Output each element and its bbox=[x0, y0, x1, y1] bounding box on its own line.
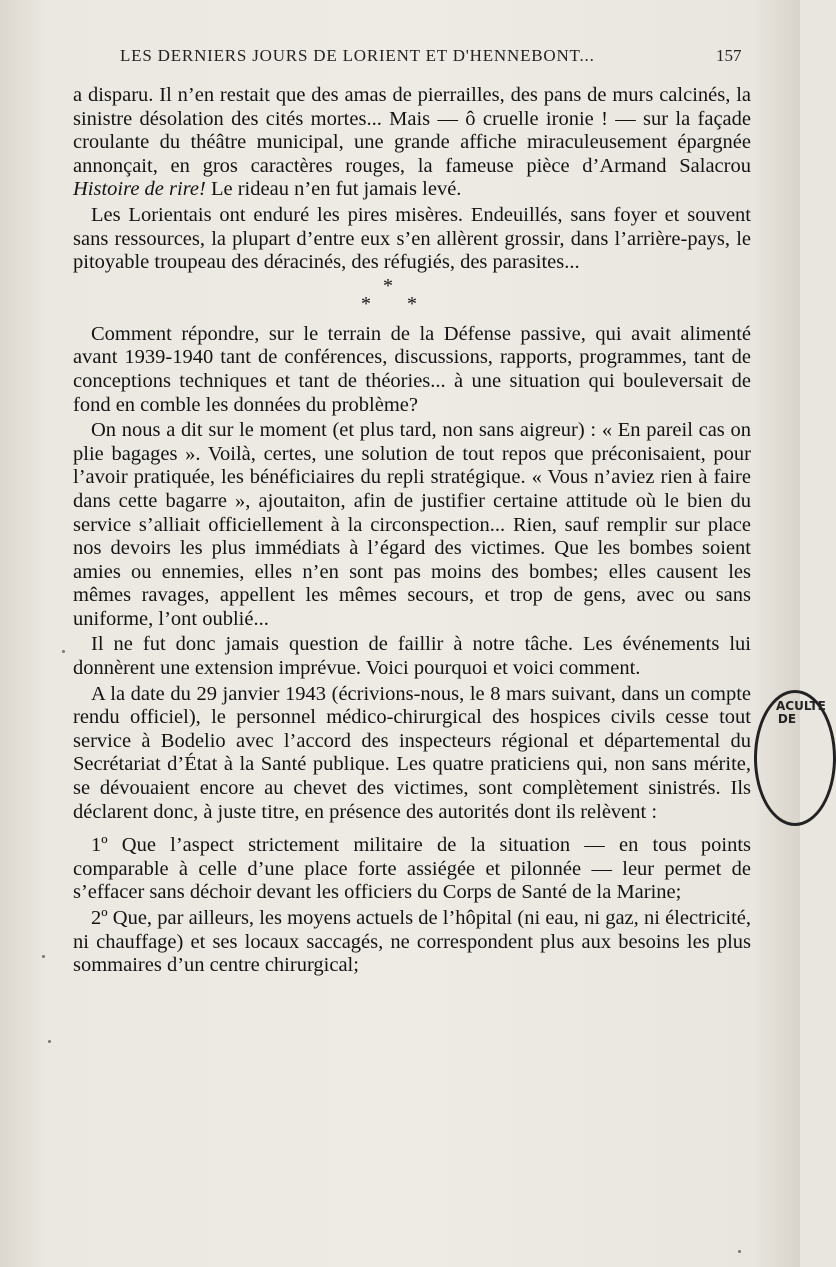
paragraph-5: Il ne fut donc jamais question de faillir à notre tâche. Les événements lui donnèrent une extension imprévue. Voici pourquoi et voici comment. bbox=[73, 633, 751, 680]
paragraph-4: On nous a dit sur le moment (et plus tard, non sans aigreur) : « En pareil cas on plie bagages ». Voilà, certes, une solution de tout repos que préconisaient, pour l’avoir pratiquée, les bénéficiaires du repli stratégique. « Vous n’aviez rien à faire dans cette bagarre », ajoutaiton, afin de justifier certaine attitude où le bien du service s’alliait officiellement à la circonspection... Rien, sauf remplir sur place nos devoirs les plus immédiats à l’égard des victimes. Que les bombes soient amies ou ennemies, elles n’en sont pas moins des bombes; elles causent les mêmes ravages, appellent les mêmes secours, et trop de gens, avec ou sans uniforme, l’ont oublié... bbox=[73, 419, 751, 630]
paragraph-8: 2º Que, par ailleurs, les moyens actuels de l’hôpital (ni eau, ni gaz, ni électricité, ni chauffage) et ses locaux saccagés, ne correspondent plus aux besoins les plus sommaires d’un centre chirurgical; bbox=[73, 907, 751, 977]
paragraph-1 bbox=[73, 84, 751, 202]
paragraph-1-text: a disparu. Il n’en restait que des amas de pierrailles, des pans de murs calcinés, la sinistre désolation des cités mortes... Mais — ô cruelle ironie ! — sur la façade croulante du théâtre municipal, une grande affiche miraculeusement épargnée annonçait, en gros caractères rouges, la fameuse pièce d’Armand Salacrou bbox=[73, 84, 751, 177]
library-stamp-text: ACULTE DE bbox=[776, 699, 826, 726]
paragraph-2: Les Lorientais ont enduré les pires misères. Endeuillés, sans foyer et souvent sans ressources, la plupart d’entre eux s’en allèrent grossir, dans l’arrière-pays, le pitoyable troupeau des déracinés, des réfugiés, des parasites... bbox=[73, 203, 751, 274]
page-number: 157 bbox=[716, 46, 742, 65]
paragraph-6: A la date du 29 janvier 1943 (écrivions-nous, le 8 mars suivant, dans un compte rendu officiel), le personnel médico-chirurgical des hospices civils cesse tout service à Bodelio avec l’accord des inspecteurs régional et départemental du Secrétariat d’État à la Santé publique. Les quatre praticiens qui, non sans mérite, se dévouaient encore au chevet des victimes, sont complètement sinistrés. Ils déclarent donc, à juste titre, en présence des autorités dont ils relèvent : bbox=[73, 682, 751, 823]
asterism-star-right: * bbox=[407, 292, 417, 315]
running-head: LES DERNIERS JOURS DE LORIENT ET D'HENNEBONT... bbox=[120, 46, 595, 65]
paper-speck bbox=[42, 955, 45, 958]
paragraph-3: Comment répondre, sur le terrain de la Défense passive, qui avait alimenté avant 1939-1940 tant de conférences, discussions, rapports, programmes, tant de conceptions techniques et tant de théories... à une situation qui bouleversait de fond en comble les données du problème? bbox=[73, 322, 751, 416]
asterism bbox=[73, 275, 751, 323]
paragraph-1-end: Le rideau n’en fut jamais levé. bbox=[205, 178, 462, 201]
paper-speck bbox=[48, 1040, 51, 1043]
asterism-star-left: * bbox=[361, 292, 371, 315]
asterism-star-top: * bbox=[383, 274, 393, 297]
paper-speck bbox=[62, 650, 65, 653]
play-title: Histoire de rire! bbox=[73, 178, 206, 201]
body-text bbox=[73, 84, 751, 978]
paragraph-7: 1º Que l’aspect strictement militaire de la situation — en tous points comparable à celle d’une place forte assiégée et pilonnée — leur permet de s’effacer sans déchoir devant les officiers du Corps de Santé de la Marine; bbox=[73, 834, 751, 904]
paper-speck bbox=[738, 1250, 741, 1253]
